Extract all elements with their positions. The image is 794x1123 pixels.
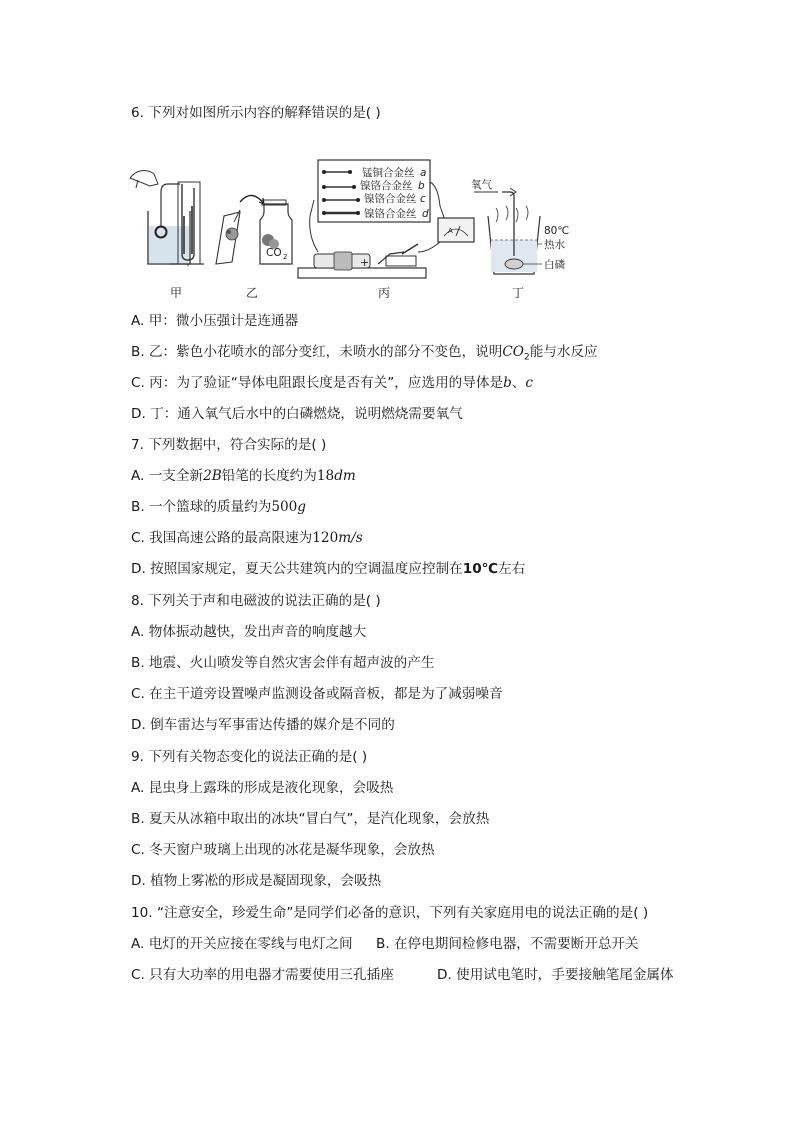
figure-jia [130,171,204,266]
svg-text:+: + [360,256,370,269]
q7-c-unit: m/s [338,530,363,546]
q6-stem: 6. 下列对如图所示内容的解释错误的是( ) [131,105,381,121]
wire-b-symbol: b [503,375,512,391]
svg-text:d: d [422,208,429,220]
svg-text:镍铬合金丝: 镍铬合金丝 [360,180,413,192]
q10-stem: 10. “注意安全，珍爱生命”是同学们必备的意识，下列有关家庭用电的说法正确的是( ) [131,905,649,921]
q10-option-c: C. 只有大功率的用电器才需要使用三孔插座 [131,967,394,983]
q9-option-a: A. 昆虫身上露珠的形成是液化现象，会吸热 [131,780,394,796]
q9-option-d: D. 植物上雾凇的形成是凝固现象，会吸热 [131,873,382,889]
caption-yi: 乙 [246,286,259,300]
q9-option-c: C. 冬天窗户玻璃上出现的冰花是凝华现象，会放热 [131,842,435,858]
wire-c-symbol: c [525,375,533,391]
svg-text:镍铬合金丝: 镍铬合金丝 [364,193,417,205]
q6-option-b-text: B. 乙：紫色小花喷水的部分变红，未喷水的部分不变色，说明 [131,344,503,360]
white-phosphorus-label: 白磷 [544,259,565,271]
q7-option-d-text: D. 按照国家规定，夏天公共建筑内的空调温度应控制在 [131,561,463,577]
q10-option-d: D. 使用试电笔时，手要接触笔尾金属体 [437,967,674,983]
q10-option-b: B. 在停电期间检修电器，不需要断开总开关 [376,936,639,952]
q7-a-unit: dm [334,468,356,484]
svg-text:c: c [420,193,426,205]
oxygen-label: 氧气 [471,179,492,191]
q9-stem: 9. 下列有关物态变化的说法正确的是( ) [131,749,368,765]
q7-option-a-text: A. 一支全新 [131,468,204,484]
wire-label-d [364,207,429,220]
wire-label-c [364,192,426,205]
svg-text:b: b [418,180,425,192]
q7-a-value: 18 [316,468,335,484]
q8-option-d: D. 倒车雷达与军事雷达传播的媒介是不同的 [131,717,395,733]
co2-formula-sub: 2 [523,352,530,363]
ammeter-label: A [448,227,453,235]
q7-option-a-mid: 铅笔的长度约为 [221,468,317,484]
q7-option-d [131,560,525,578]
co2-formula: CO [502,344,524,360]
q7-option-c [131,529,363,547]
q7-b-value: 500 [271,499,298,515]
q6-option-d: D. 丁：通入氧气后水中的白磷燃烧，说明燃烧需要氧气 [131,406,463,422]
q7-option-c-text: C. 我国高速公路的最高限速为 [131,530,313,546]
q7-c-value: 120 [312,530,339,546]
q7-option-b [131,498,306,516]
q6-option-b [131,343,598,367]
q7-option-d-end: 左右 [498,561,526,577]
figure-ding [474,188,542,274]
q8-option-b: B. 地震、火山喷发等自然灾害会伴有超声波的产生 [131,655,435,671]
co2-label: CO [266,247,282,259]
q7-d-value: 10℃ [462,561,499,577]
q9-option-b: B. 夏天从冰箱中取出的冰块“冒白气”，是汽化现象，会放热 [131,811,490,827]
q6-figure [128,156,688,304]
q6-option-b-end: 能与水反应 [529,344,598,360]
q7-stem: 7. 下列数据中，符合实际的是( ) [131,437,327,453]
svg-text:镍铬合金丝: 镍铬合金丝 [364,208,417,220]
temp-label: 80℃ [544,225,570,237]
co2-subscript: 2 [283,253,288,261]
pencil-grade: 2B [203,468,222,484]
q8-option-a: A. 物体振动越快，发出声音的响度越大 [131,624,367,640]
q8-stem: 8. 下列关于声和电磁波的说法正确的是( ) [131,593,381,609]
q8-option-c: C. 在主干道旁设置噪声监测设备或隔音板，都是为了减弱噪音 [131,686,503,702]
q10-option-a: A. 电灯的开关应接在零线与电灯之间 [131,936,353,952]
svg-text:a: a [420,167,427,179]
q7-option-a [131,467,356,485]
q6-option-a: A. 甲：微小压强计是连通器 [131,313,299,329]
q6-option-c-text: C. 丙：为了验证“导体电阻跟长度是否有关”，应选用的导体是 [131,375,504,391]
q6-option-c-sep: 、 [511,375,526,391]
caption-bing: 丙 [378,286,391,300]
svg-text:锰铜合金丝: 锰铜合金丝 [362,167,415,179]
q7-option-b-text: B. 一个篮球的质量约为 [131,499,272,515]
wire-label-a [362,166,426,179]
wire-label-b [360,179,425,192]
q6-option-c [131,374,533,392]
q7-b-unit: g [297,499,306,515]
caption-ding: 丁 [512,286,525,300]
hot-water-label: 热水 [544,239,565,251]
caption-jia: 甲 [170,286,183,300]
